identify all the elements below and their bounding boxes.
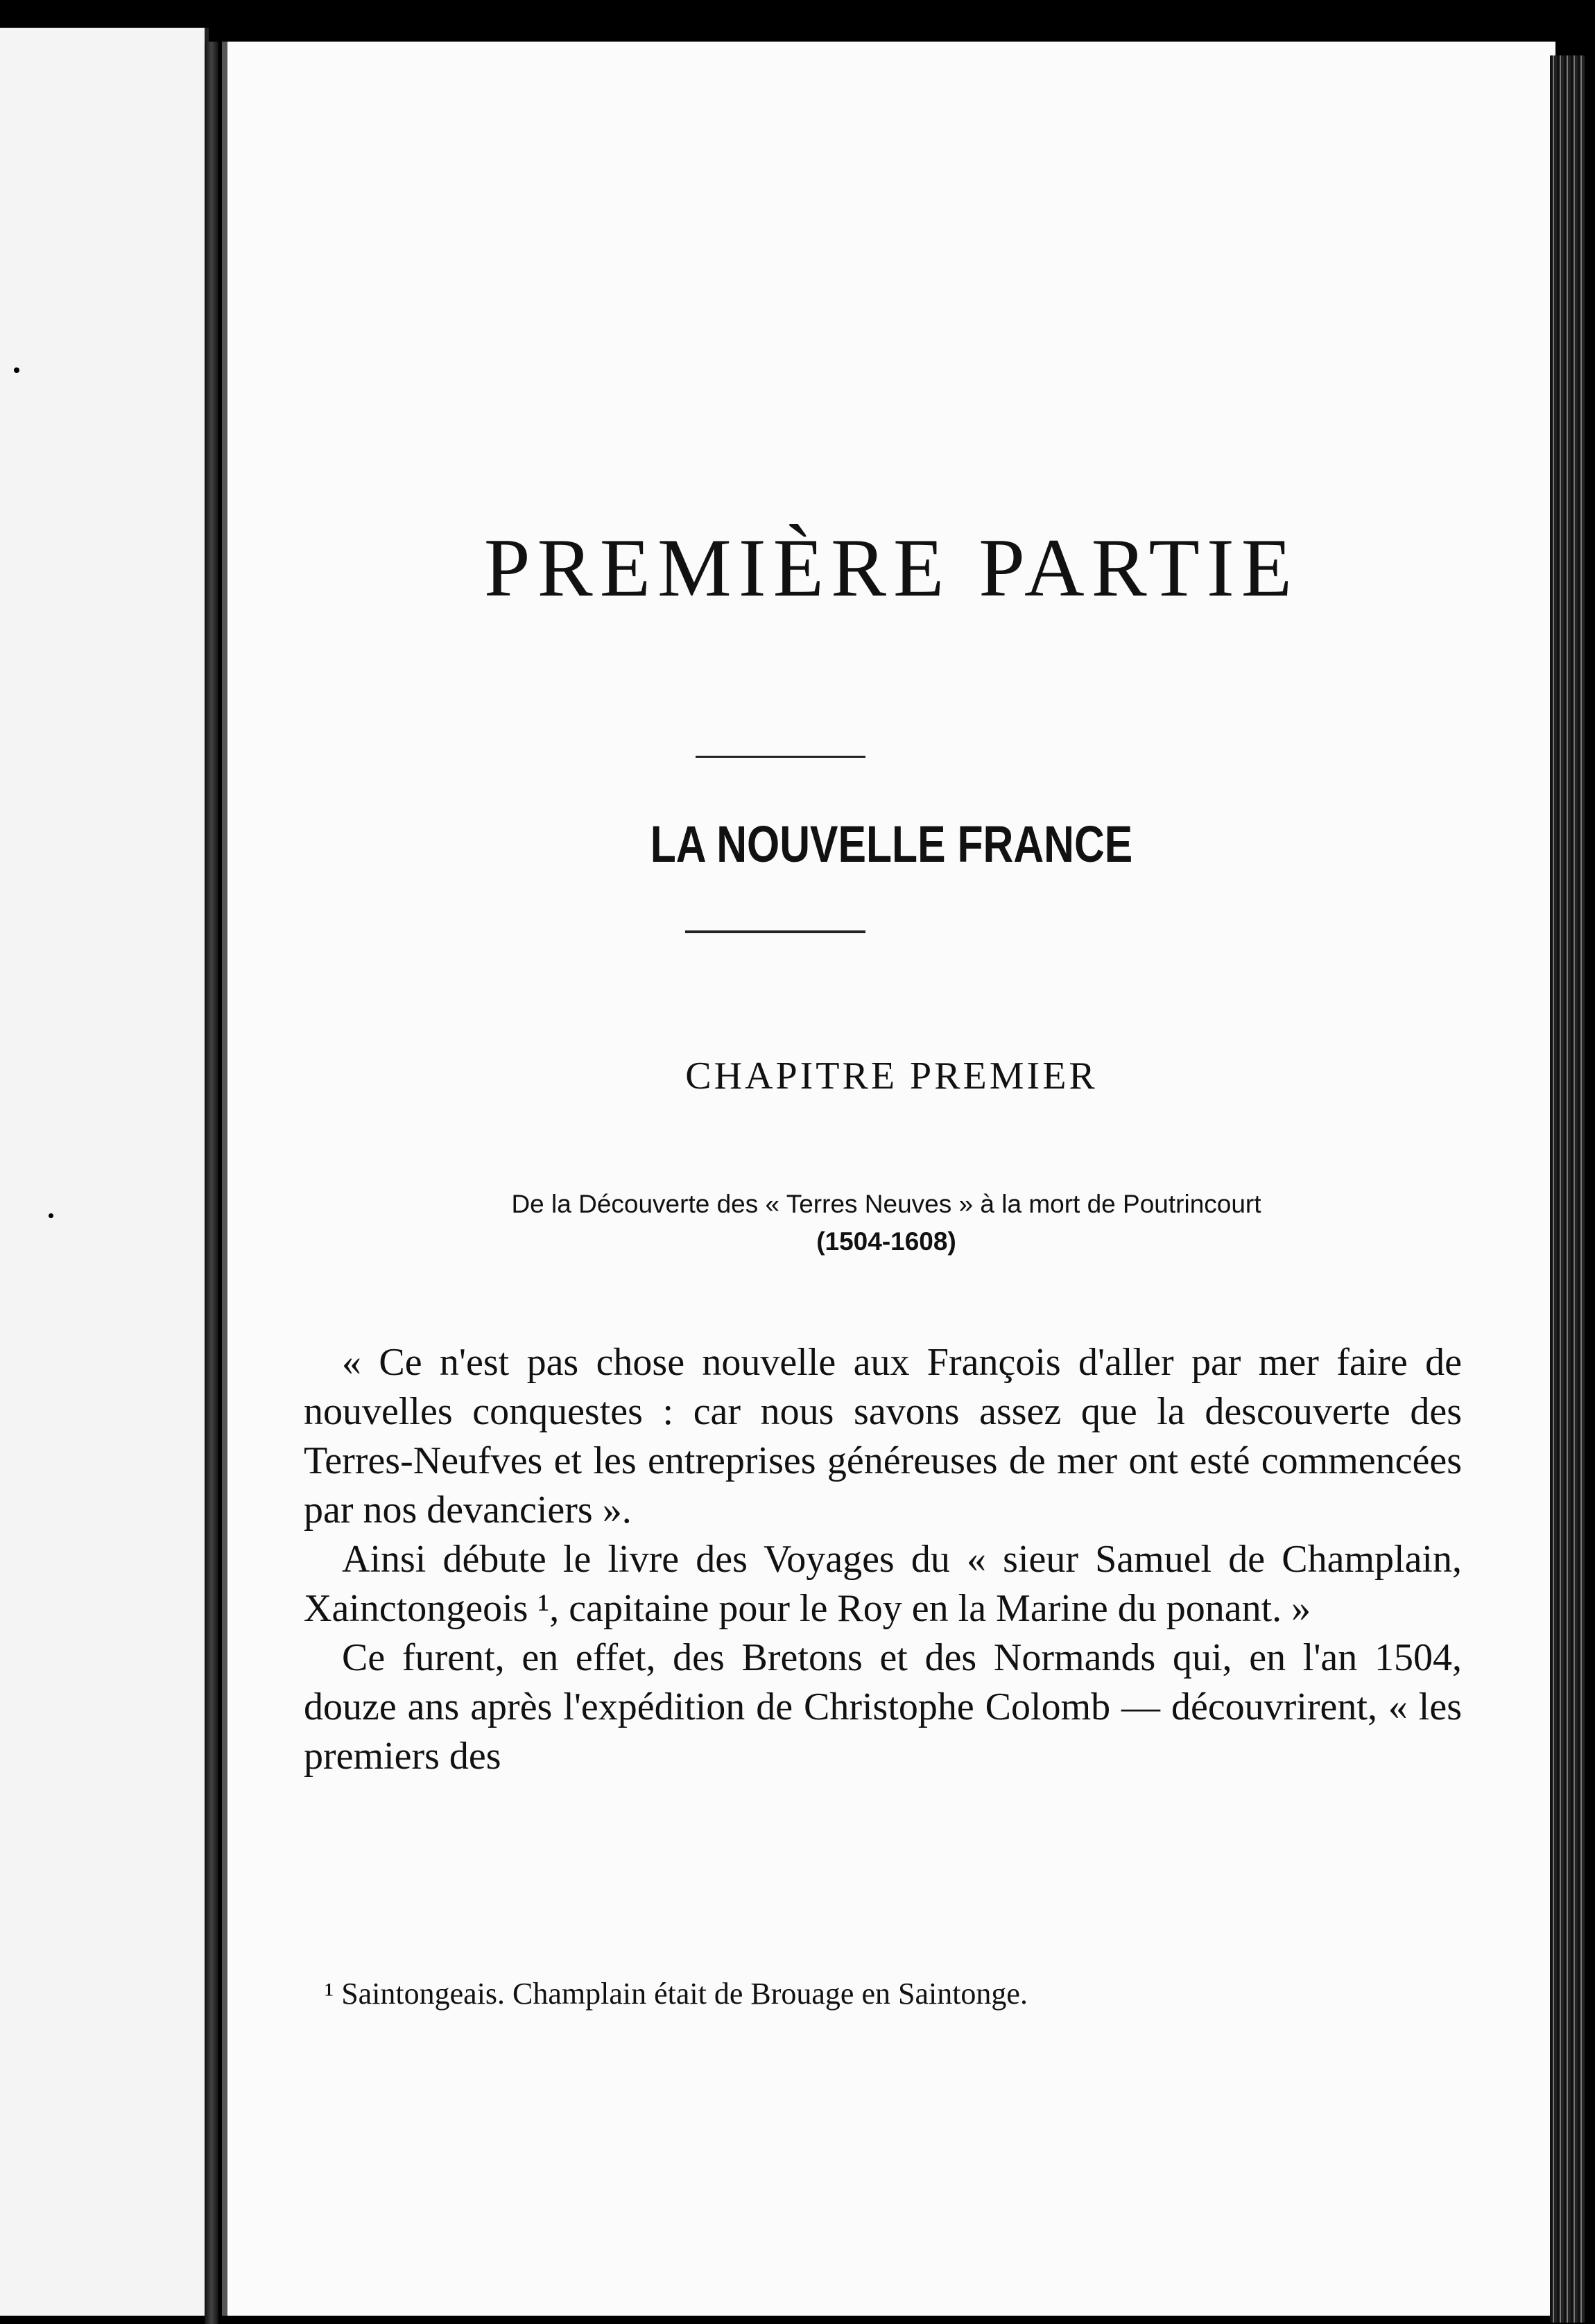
page-block-edge bbox=[1550, 55, 1585, 2323]
chapter-subtitle bbox=[300, 1186, 1472, 1260]
divider-rule bbox=[685, 930, 865, 933]
section-title: LA NOUVELLE FRANCE bbox=[650, 815, 1133, 873]
paragraph: Ce furent, en effet, des Bretons et des Normands qui, en l'an 1504, douze ans après l'expédition de Christophe Colomb — découvrirent, « les premiers des bbox=[304, 1636, 1462, 1778]
left-page-edge bbox=[0, 28, 209, 2316]
body-text bbox=[304, 1338, 1462, 1781]
footnote: ¹ Saintongeais. Champlain était de Brouage en Saintonge. bbox=[325, 1977, 1028, 2011]
book-page bbox=[222, 42, 1555, 2316]
paragraph: « Ce n'est pas chose nouvelle aux François d'aller par mer faire de nouvelles conquestes : car nous savons assez que la descouverte des Terres-Neufves et les entreprises généreuses de mer ont esté commencées par nos devanciers ». bbox=[304, 1341, 1462, 1532]
chapter-subtitle-line2: (1504-1608) bbox=[816, 1227, 956, 1256]
chapter-subtitle-line1: De la Découverte des « Terres Neuves » à la mort de Poutrincourt bbox=[511, 1190, 1261, 1218]
chapter-title: CHAPITRE PREMIER bbox=[685, 1055, 1098, 1098]
divider-rule bbox=[696, 756, 865, 758]
part-title: PREMIÈRE PARTIE bbox=[483, 521, 1300, 614]
scan-speck bbox=[49, 1213, 53, 1218]
book-gutter bbox=[205, 42, 218, 2324]
scan-speck bbox=[14, 367, 19, 373]
paragraph: Ainsi débute le livre des Voyages du « sieur Samuel de Champlain, Xainctongeois ¹, capitaine pour le Roy en la Marine du ponant. » bbox=[304, 1538, 1462, 1630]
